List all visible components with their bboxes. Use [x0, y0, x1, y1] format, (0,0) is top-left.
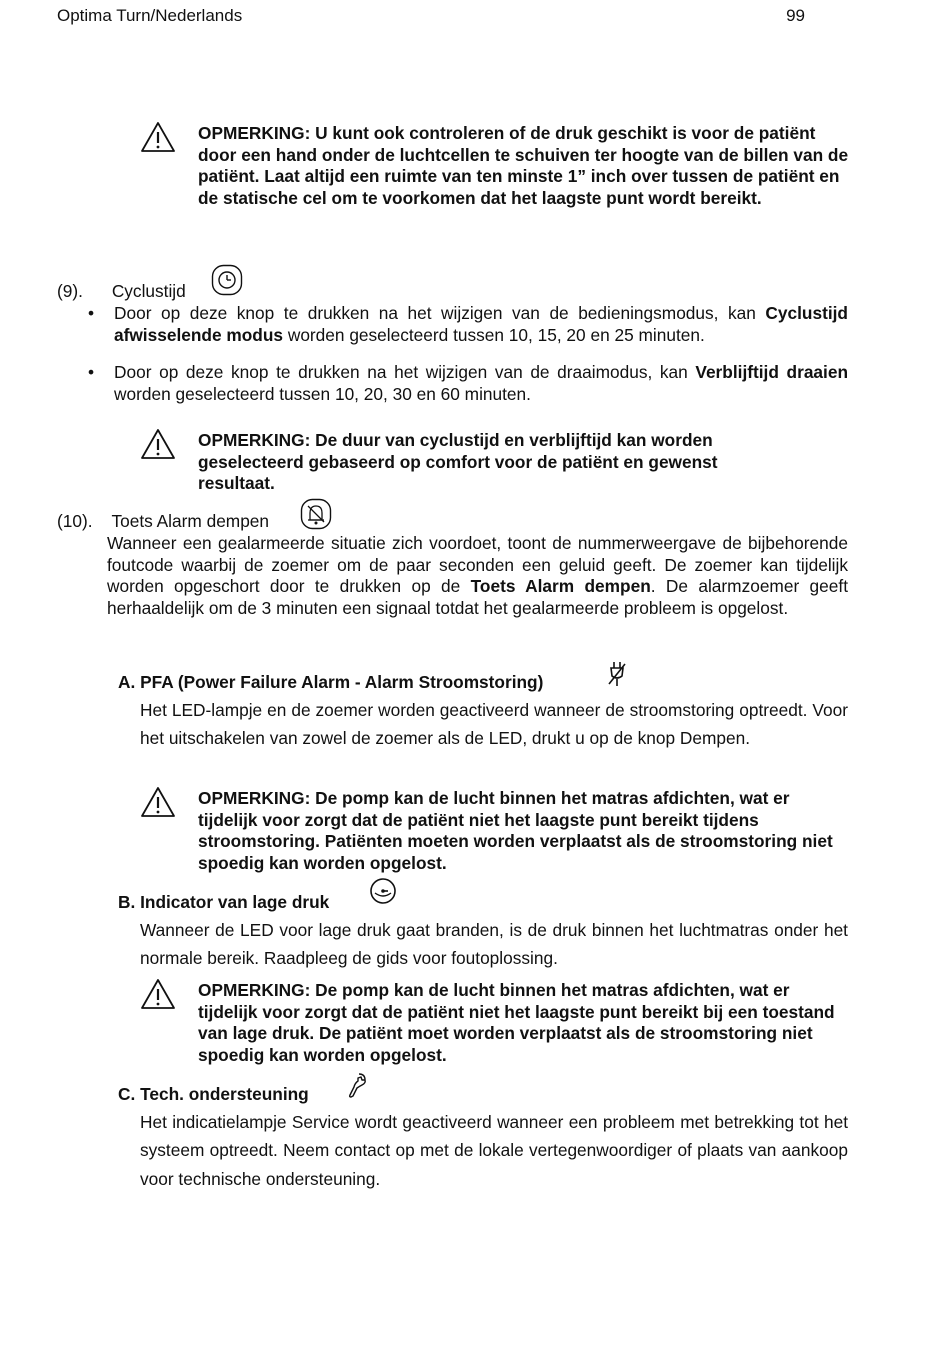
warning-triangle-icon	[140, 121, 176, 153]
bullet-text: worden geselecteerd tussen 10, 15, 20 en 25 minuten.	[283, 324, 705, 345]
page-header	[57, 6, 805, 28]
warning-triangle-icon	[140, 786, 176, 818]
note-text: OPMERKING: De pomp kan de lucht binnen het matras afdichten, wat er tijdelijk voor zorgt dat de patiënt niet het laagste punt bereikt tijdens stroomstoring. Patiënten moeten worden verplaatst als de stroomstoring niet spoedig kan worden opgelost.	[198, 788, 833, 873]
subsection-c-heading: C. Tech. ondersteuning	[118, 1084, 309, 1104]
body-text: . De alarmzoemer geeft herhaaldelijk om de 3 minuten een signaal totdat het gealarmeerde probleem is opgelost.	[107, 576, 848, 618]
note-pressure-check	[140, 123, 850, 209]
body-bold-term: Toets Alarm dempen	[470, 576, 651, 597]
note-power-failure	[140, 788, 850, 874]
bullet-dot: •	[88, 362, 95, 382]
section-number: (10).	[57, 511, 93, 531]
clock-icon	[211, 264, 243, 296]
bullet-dwell-time	[88, 362, 848, 405]
bullet-text: Door op deze knop te drukken na het wijzigen van de bedieningsmodus, kan	[114, 303, 766, 323]
bullet-text: worden geselecteerd tussen 10, 20, 30 en 60 minuten.	[114, 383, 531, 404]
page-number: 99	[786, 6, 805, 25]
bullet-bold-term: Cyclustijd afwisselende modus	[114, 303, 848, 345]
low-pressure-icon	[369, 877, 397, 905]
bullet-bold-term: Verblijftijd draaien	[695, 362, 849, 382]
subsection-b-body: Wanneer de LED voor lage druk gaat branden, is de druk binnen het luchtmatras onder het normale bereik. Raadpleeg de gids voor foutoplossing.	[140, 920, 848, 969]
subsection-b-heading: B. Indicator van lage druk	[118, 892, 330, 912]
note-low-pressure	[140, 980, 850, 1066]
note-text: OPMERKING: De pomp kan de lucht binnen het matras afdichten, wat er tijdelijk voor zorgt dat de patiënt niet het laagste punt bereikt bij een toestand van lage druk. De patiënt moet worden verplaatst als de stroomstoring niet spoedig kan worden opgelost.	[198, 980, 835, 1065]
document-title: Optima Turn/Nederlands	[57, 6, 243, 25]
section-title: Toets Alarm dempen	[111, 511, 270, 531]
bullet-cycle-time	[88, 303, 848, 346]
section-9-heading	[57, 281, 186, 303]
subsection-a-heading: A. PFA (Power Failure Alarm - Alarm Stroomstoring)	[118, 672, 544, 692]
section-10-body	[107, 533, 848, 619]
wrench-icon	[346, 1071, 368, 1099]
note-cycle-duration	[140, 430, 850, 495]
note-text: OPMERKING: De duur van cyclustijd en verblijftijd kan worden geselecteerd gebaseerd op comfort voor de patiënt en gewenst resultaat.	[198, 430, 718, 494]
subsection-c-body: Het indicatielampje Service wordt geactiveerd wanneer een probleem met betrekking tot het systeem optreedt. Neem contact op met de lokale vertegenwoordiger of plaats van aankoop voor technische ondersteuning.	[140, 1112, 848, 1189]
section-title: Cyclustijd	[111, 281, 186, 301]
bullet-text: Door op deze knop te drukken na het wijzigen van de draaimodus, kan	[114, 362, 696, 382]
subsection-a-body: Het LED-lampje en de zoemer worden geactiveerd wanneer de stroomstoring optreedt. Voor het uitschakelen van zowel de zoemer als de LED, drukt u op de knop Dempen.	[140, 700, 848, 749]
bullet-dot: •	[88, 303, 95, 323]
section-10-heading	[57, 511, 269, 533]
warning-triangle-icon	[140, 428, 176, 460]
section-number: (9).	[57, 281, 83, 301]
warning-triangle-icon	[140, 978, 176, 1010]
power-failure-icon	[606, 660, 628, 688]
body-text: Wanneer een gealarmeerde situatie zich voordoet, toont de nummerweergave de bijbehorende foutcode waarbij de zoemer om de paar seconden een geluid geeft. De zoemer kan tijdelijk worden opgeschort door te drukken op de	[107, 533, 848, 597]
alarm-mute-icon	[300, 498, 332, 530]
note-text: OPMERKING: U kunt ook controleren of de druk geschikt is voor de patiënt door een hand onder de luchtcellen te schuiven ter hoogte van de billen van de patiënt. Laat altijd een ruimte van ten minste 1” inch over tussen de patiënt en de statische cel om te voorkomen dat het laagste punt wordt bereikt.	[198, 123, 849, 208]
